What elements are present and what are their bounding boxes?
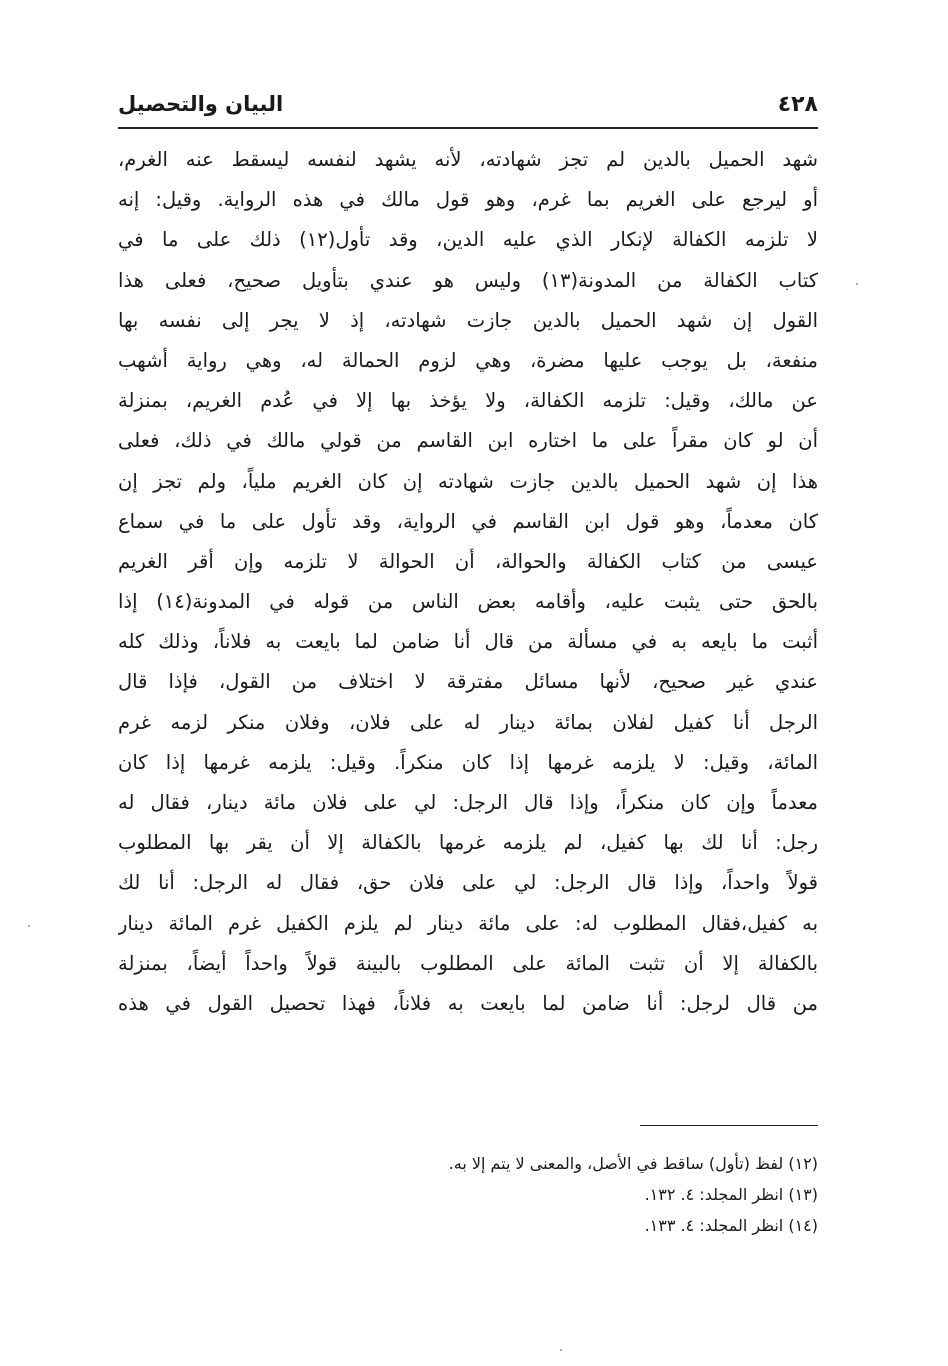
text-line: المائة، وقيل: لا يلزمه غرمها إذا كان منكراً. وقيل: يلزمه غرمها إذا كان: [118, 750, 818, 774]
text-line: معدماً وإن كان منكراً، وإذا قال الرجل: لي على فلان مائة دينار، فقال له: [118, 791, 818, 814]
text-line: لا تلزمه الكفالة لإنكار الذي عليه الدين، وقد تأول(١٢) ذلك على ما في: [118, 228, 818, 252]
text-line: عن مالك، وقيل: تلزمه الكفالة، ولا يؤخذ بها إلا في عُدم الغريم، بمنزلة: [118, 389, 818, 413]
text-line: منفعة، بل يوجب عليها مضرة، وهي لزوم الحمالة له، وهي رواية أشهب: [118, 348, 818, 372]
page-number: ٤٢٨: [777, 92, 818, 117]
text-line: أن لو كان مقراً على ما اختاره ابن القاسم من قولي مالك في ذلك، فعلى: [118, 429, 818, 453]
text-line: من قال لرجل: أنا ضامن لما بايعت به فلاناً، فهذا تحصيل القول في هذه: [118, 991, 818, 1015]
page-header: [118, 88, 818, 128]
text-line: شهد الحميل بالدين لم تجز شهادته، لأنه يشهد لنفسه ليسقط عنه الغرم،: [118, 148, 818, 171]
text-line: أثبت ما بايعه به في مسألة من قال أنا ضامن لما بايعت به فلاناً، وذلك كله: [118, 630, 818, 654]
text-line: قولاً واحداً، وإذا قال الرجل: لي على فلان حق، فقال له الرجل: أنا لك: [118, 871, 818, 895]
text-line: بالكفالة إلا أن تثبت المائة على المطلوب بالبينة قولاً واحداً أيضاً، بمنزلة: [118, 951, 818, 975]
text-line: أو ليرجع على الغريم بما غرم، وهو قول مالك في هذه الرواية. وقيل: إنه: [118, 188, 818, 212]
footnote-12: (١٢) لفظ (تأول) ساقط في الأصل، والمعنى لا يتم إلا به.: [448, 1154, 818, 1173]
text-line: به كفيل،فقال المطلوب له: على مائة دينار لم يلزم الكفيل غرم المائة دينار: [118, 911, 818, 935]
footnote-13: (١٣) انظر المجلد: ٤. ١٣٢.: [644, 1185, 818, 1204]
scan-speck: [28, 925, 30, 927]
text-line: بالحق حتى يثبت عليه، وأقامه بعض الناس من قوله في المدونة(١٤) إذا: [118, 590, 818, 614]
text-line: كتاب الكفالة من المدونة(١٣) وليس هو عندي بتأويل صحيح، فعلى هذا: [118, 268, 818, 292]
text-line: الرجل أنا كفيل لفلان بمائة دينار له على فلان، وفلان منكر لزمه غرم: [118, 710, 818, 734]
running-title: البيان والتحصيل: [118, 92, 284, 116]
body-text: [118, 140, 818, 1024]
text-line: عندي غير صحيح، لأنها مسائل مفترقة لا اختلاف من القول، فإذا قال: [118, 670, 818, 694]
scan-speck: [560, 1349, 562, 1351]
scan-speck: [856, 283, 858, 285]
text-line: هذا إن شهد الحميل بالدين جازت شهادته إن كان الغريم ملياً، ولم تجز إن: [118, 469, 818, 493]
header-rule: [118, 127, 818, 129]
text-line: القول إن شهد الحميل بالدين جازت شهادته، إذ لا يجر إلى نفسه بها: [118, 308, 818, 332]
footnote-separator: [640, 1125, 818, 1126]
text-line: كان معدماً، وهو قول ابن القاسم في الرواية، وقد تأول على ما في سماع: [118, 509, 818, 533]
text-line: رجل: أنا لك بها كفيل، لم يلزمه غرمها بالكفالة إلا أن يقر بها المطلوب: [118, 831, 818, 855]
footnotes: [258, 1148, 818, 1241]
footnote-14: (١٤) انظر المجلد: ٤. ١٣٣.: [644, 1216, 818, 1235]
text-line: عيسى من كتاب الكفالة والحوالة، أن الحوالة لا تلزمه وإن أقر الغريم: [118, 549, 818, 573]
